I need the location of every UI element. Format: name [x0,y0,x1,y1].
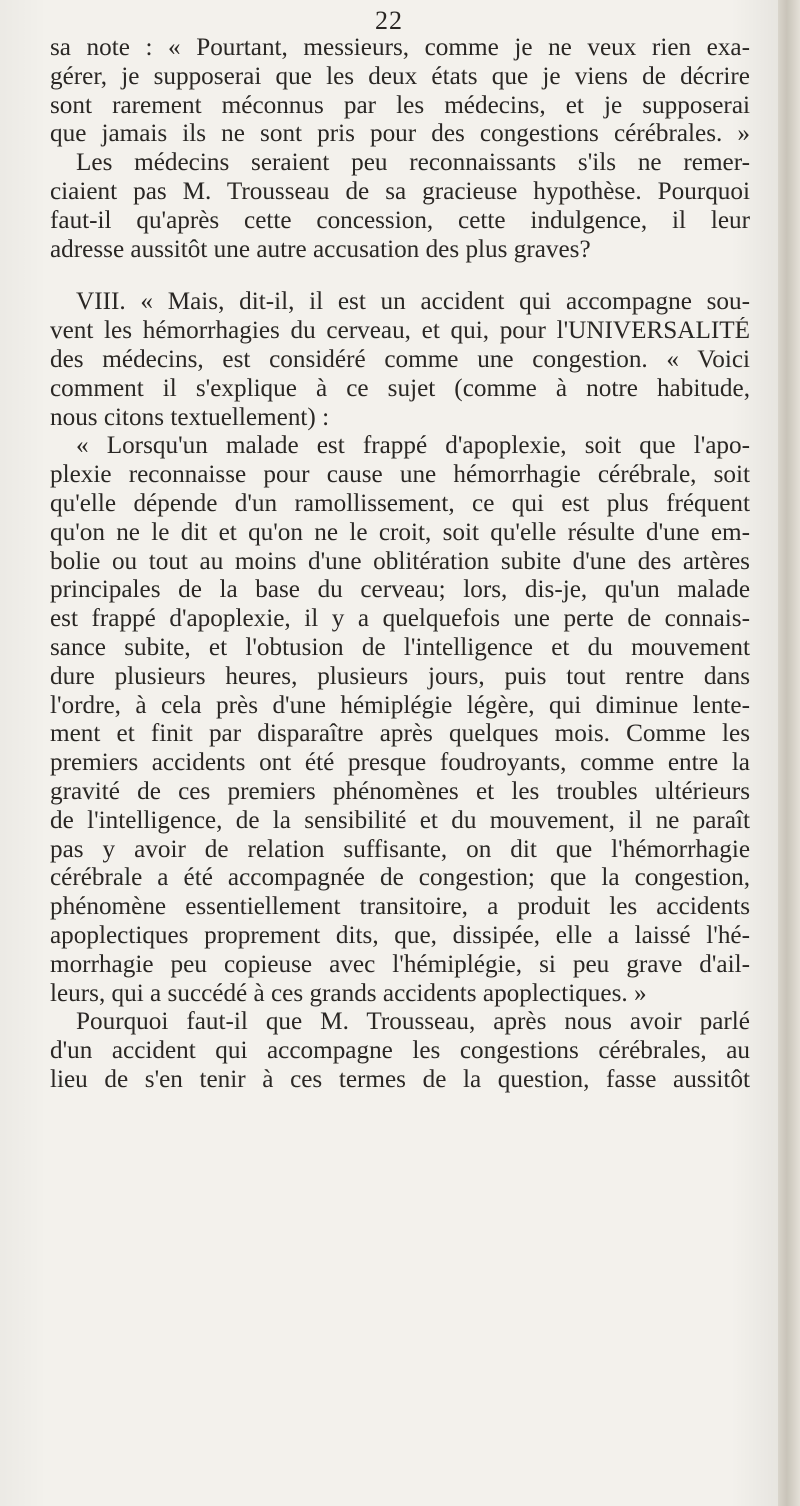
text-line: des médecins, est considéré comme une congestion. « Voici [50,345,750,373]
paragraph-2 [50,288,750,432]
text-line: comment il s'explique à ce sujet (comme à notre habitude, [50,374,750,402]
text-line: Pourquoi faut-il que M. Trousseau, après nous avoir parlé [76,1008,750,1036]
text-line: que jamais ils ne sont pris pour des congestions cérébrales. » [50,120,750,148]
text-line: VIII. « Mais, dit-il, il est un accident qui accompagne sou- [76,288,750,316]
text-line: nous citons textuellement) : [50,403,330,431]
text-line: sa note : « Pourtant, messieurs, comme je ne veux rien exa- [50,34,750,61]
text-line: apoplectiques proprement dits, que, dissipée, elle a laissé l'hé- [50,921,750,949]
text-line: vent les hémorrhagies du cerveau, et qui, pour l'UNIVERSALITÉ [50,317,750,345]
text-line: qu'elle dépende d'un ramollissement, ce qui est plus fréquent [50,489,750,517]
text-line: premiers accidents ont été presque foudroyants, comme entre la [50,749,750,777]
page-number: 22 [375,6,403,35]
text-line: sance subite, et l'obtusion de l'intelligence et du mouvement [50,633,750,661]
text-line: principales de la base du cerveau; lors, dis-je, qu'un malade [50,576,750,604]
text-line: ment et finit par disparaître après quelques mois. Comme les [50,720,750,748]
text-line: Les médecins seraient peu reconnaissants s'ils ne remer- [76,149,750,177]
text-line: adresse aussitôt une autre accusation des plus graves? [50,235,591,263]
text-line: pas y avoir de relation suffisante, on dit que l'hémorrhagie [50,835,750,863]
text-line: qu'on ne le dit et qu'on ne le croit, soit qu'elle résulte d'une em- [50,518,750,546]
paragraph-gap [50,264,750,288]
text-line: plexie reconnaisse pour cause une hémorrhagie cérébrale, soit [50,461,750,489]
text-line: dure plusieurs heures, plusieurs jours, puis tout rentre dans [50,662,750,690]
text-line: cérébrale a été accompagnée de congestion; que la congestion, [50,864,750,892]
text-line: d'un accident qui accompagne les congestions cérébrales, au [50,1037,750,1065]
text-line: gravité de ces premiers phénomènes et les troubles ultérieurs [50,777,750,805]
text-line: bolie ou tout au moins d'une oblitération subite d'une des artères [50,547,750,575]
book-gutter-edge [778,0,800,1506]
text-line: « Lorsqu'un malade est frappé d'apoplexie, soit que l'apo- [76,432,750,460]
text-line: lieu de s'en tenir à ces termes de la question, fasse aussitôt [50,1065,750,1093]
text-line: gérer, je supposerai que les deux états que je viens de décrire [50,62,750,90]
text-line: de l'intelligence, de la sensibilité et du mouvement, il ne paraît [50,806,750,834]
text-line: ciaient pas M. Trousseau de sa gracieuse hypothèse. Pourquoi [50,177,750,205]
paragraph-1 [50,34,750,264]
text-line: morrhagie peu copieuse avec l'hémiplégie, si peu grave d'ail- [50,950,750,978]
text-line: phénomène essentiellement transitoire, a produit les accidents [50,893,750,921]
text-line: faut-il qu'après cette concession, cette indulgence, il leur [50,206,750,234]
paragraph-3 [50,432,750,1094]
text-line: est frappé d'apoplexie, il y a quelquefois une perte de connais- [50,605,750,633]
text-line: leurs, qui a succédé à ces grands accidents apoplectiques. » [50,979,647,1007]
body-text [50,34,750,1095]
text-line: sont rarement méconnus par les médecins, et je supposerai [50,91,750,119]
text-line: l'ordre, à cela près d'une hémiplégie légère, qui diminue lente- [50,691,750,719]
